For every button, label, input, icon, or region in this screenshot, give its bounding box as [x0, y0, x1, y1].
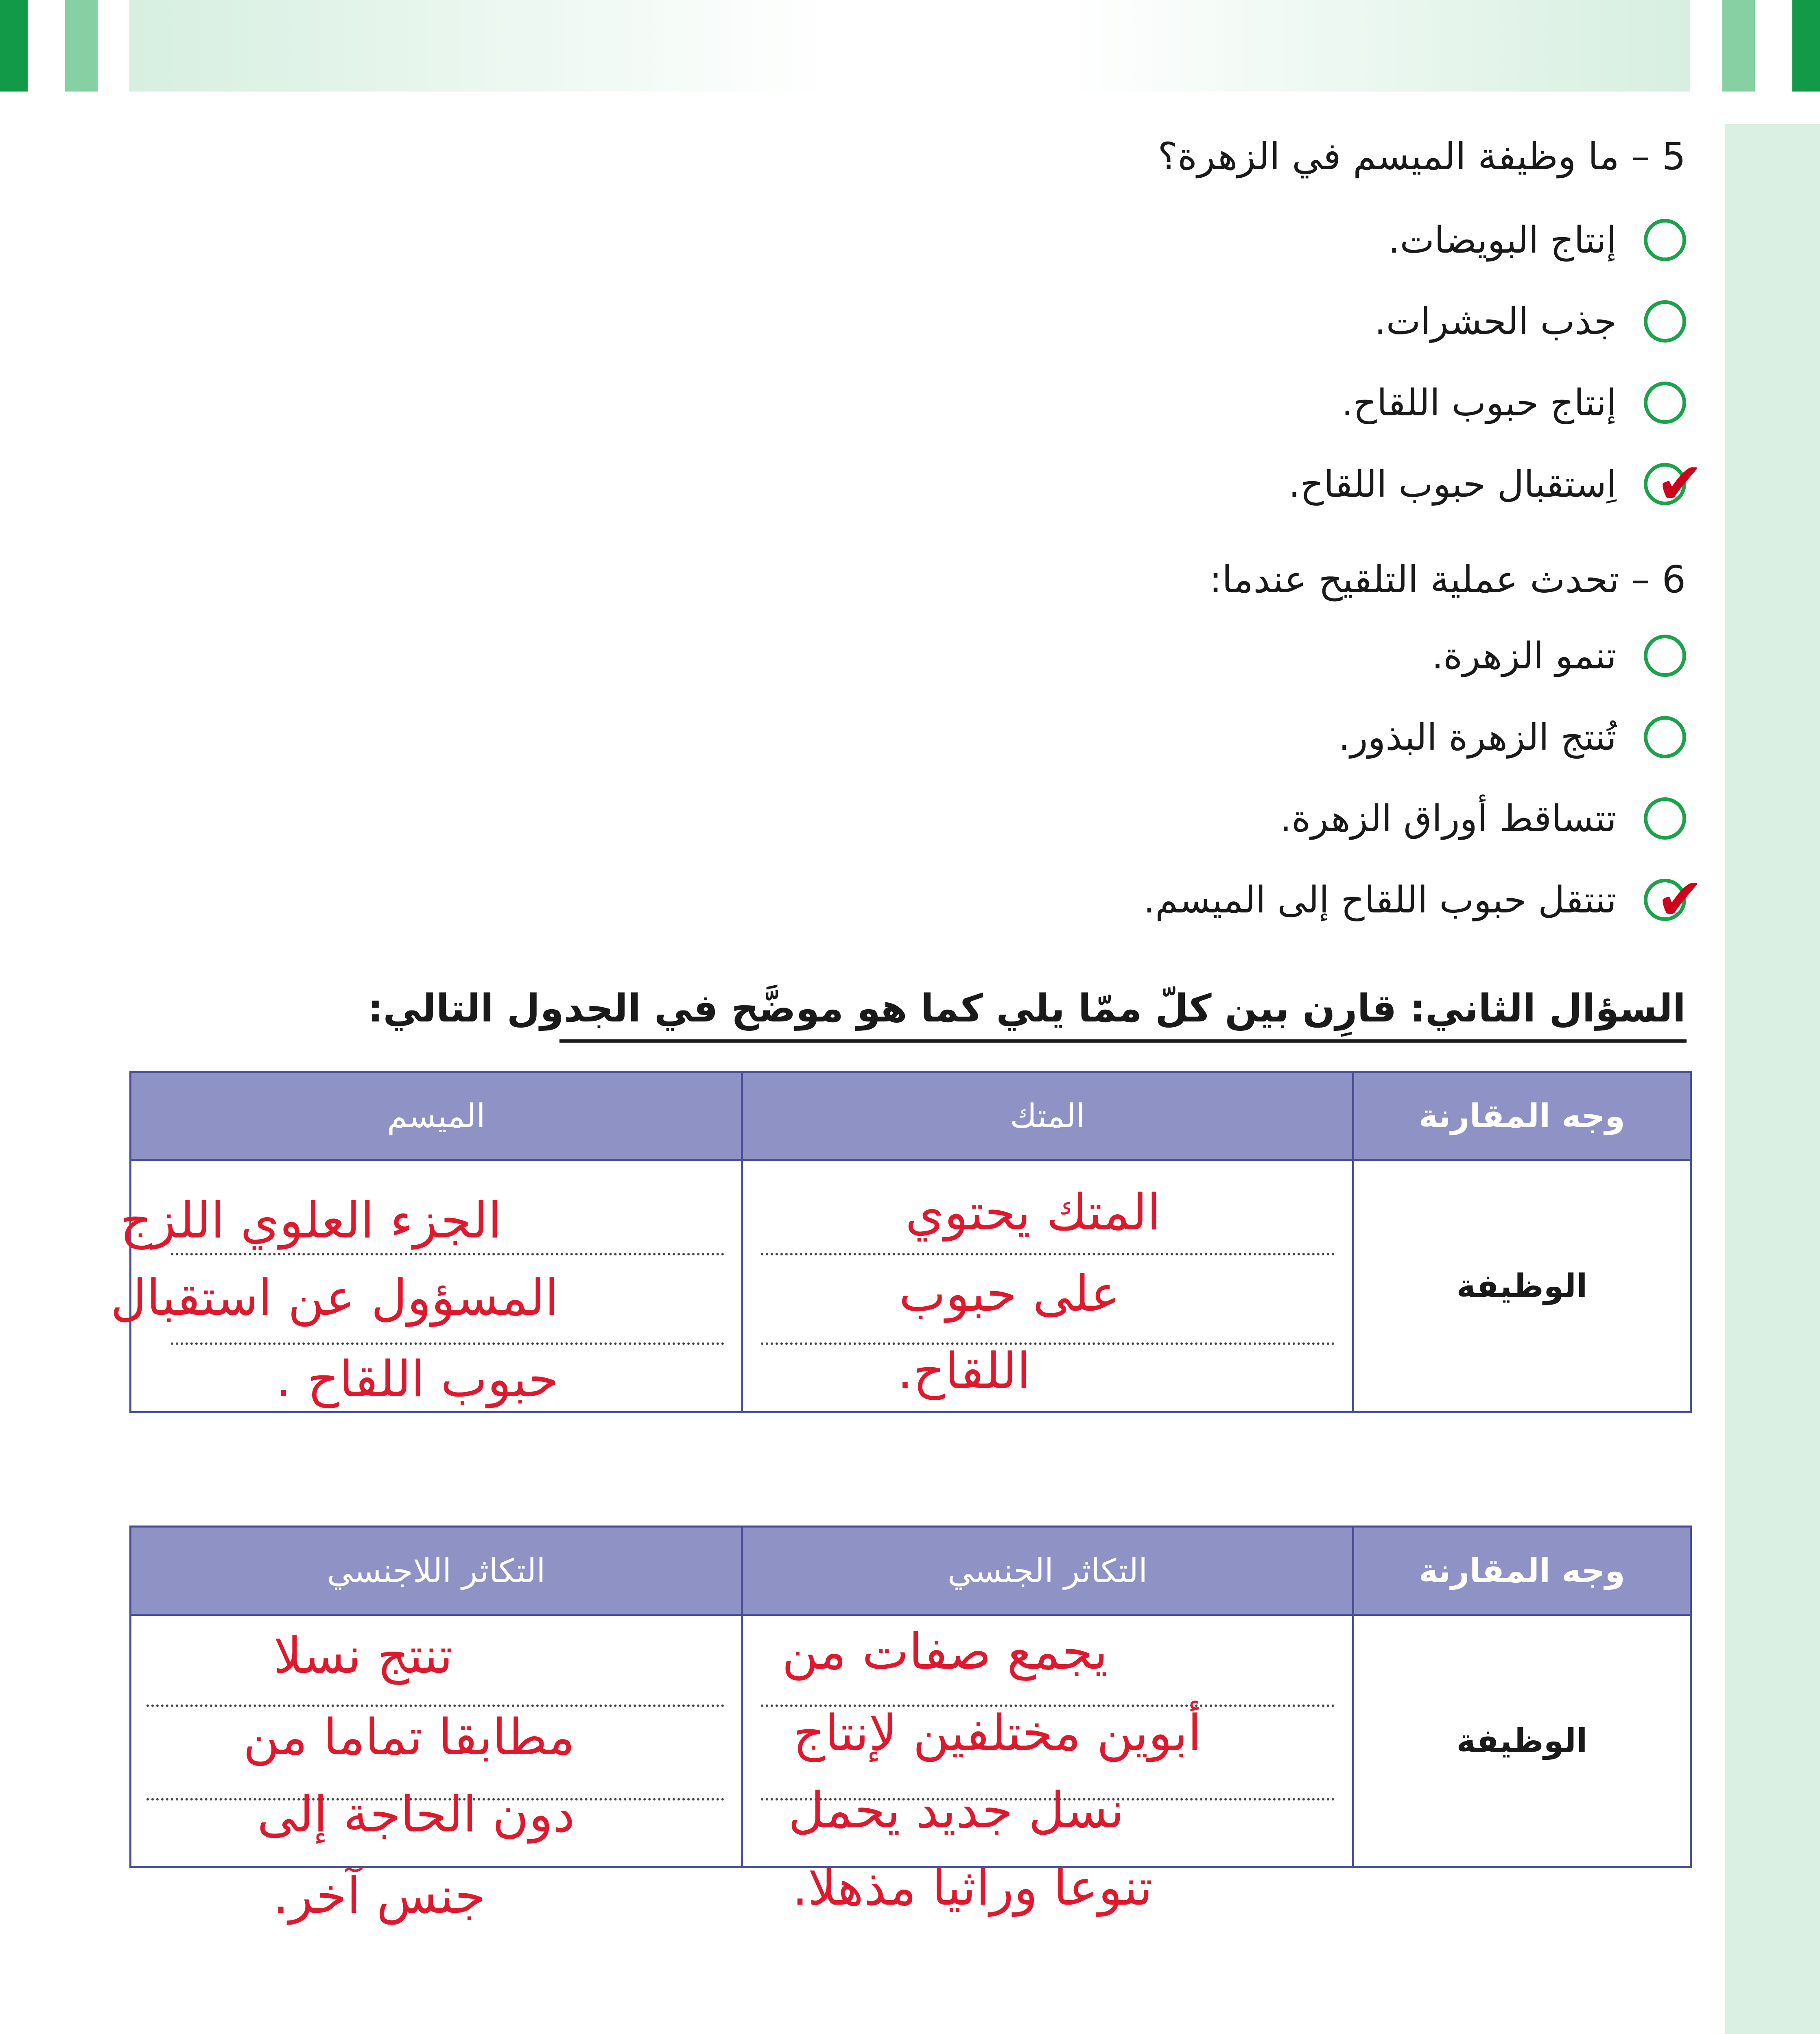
heading-underline [559, 1039, 1687, 1043]
option-label: تنتقل حبوب اللقاح إلى الميسم. [1143, 879, 1617, 921]
table-header-cell: وجه المقارنة [1353, 1527, 1691, 1615]
question-6-title: 6 – تحدث عملية التلقيح عندما: [1209, 558, 1686, 601]
header-bar-right-dark [1792, 0, 1820, 92]
check-mark-icon: ✔ [1656, 866, 1704, 933]
radio-option[interactable] [1644, 716, 1686, 758]
handwritten-answer: يجمع صفات من [782, 1623, 1108, 1680]
radio-option[interactable] [1644, 382, 1686, 424]
dotted-line [761, 1253, 1335, 1255]
handwritten-answer: الجزء العلوي اللزج [120, 1192, 502, 1249]
dotted-line [146, 1704, 724, 1707]
table-header-cell: المتك [742, 1072, 1353, 1160]
dotted-line [171, 1342, 724, 1345]
option-label: إنتاج حبوب اللقاح. [1342, 382, 1617, 424]
handwritten-answer: حبوب اللقاح . [275, 1350, 559, 1408]
side-margin-band [1725, 124, 1820, 2034]
option-label: جذب الحشرات. [1374, 300, 1617, 343]
handwritten-answer: على حبوب [899, 1265, 1120, 1323]
option-label: إنتاج البويضات. [1388, 219, 1617, 262]
handwritten-answer: تنوعا وراثيا مذهلا. [792, 1859, 1153, 1916]
option-label: تُنتج الزهرة البذور. [1338, 716, 1617, 759]
second-question-heading: السؤال الثاني: قارِن بين كلّ ممّا يلي كما هو موضَّح في الجدول التالي: [367, 986, 1686, 1031]
handwritten-answer: المسؤول عن استقبال [110, 1269, 559, 1327]
radio-option[interactable] [1644, 219, 1686, 261]
handwritten-answer: أبوين مختلفين لإنتاج [793, 1704, 1202, 1762]
table-header-cell: التكاثر اللاجنسي [131, 1527, 742, 1615]
header-bar-right-light [1722, 0, 1755, 92]
option-label: تنمو الزهرة. [1431, 635, 1617, 677]
handwritten-answer: تنتج نسلا [273, 1627, 453, 1685]
radio-option[interactable] [1644, 300, 1686, 343]
handwritten-answer: جنس آخر. [273, 1867, 485, 1925]
handwritten-answer: اللقاح. [897, 1342, 1031, 1400]
radio-option[interactable] [1644, 797, 1686, 840]
handwritten-answer: مطابقا تماما من [243, 1708, 575, 1766]
table-header-cell: الميسم [131, 1072, 742, 1160]
check-mark-icon: ✔ [1656, 451, 1704, 517]
row-label: الوظيفة [1353, 1615, 1691, 1867]
option-label: تتساقط أوراق الزهرة. [1280, 797, 1617, 840]
dotted-line [171, 1253, 724, 1255]
handwritten-answer: المتك يحتوي [905, 1183, 1161, 1241]
dotted-line [761, 1342, 1335, 1345]
handwritten-answer: نسل جديد يحمل [788, 1781, 1124, 1839]
header-bar-left-dark [0, 0, 28, 92]
header-band [129, 0, 1690, 92]
question-5-title: 5 – ما وظيفة الميسم في الزهرة؟ [1158, 135, 1686, 178]
table-header-cell: التكاثر الجنسي [742, 1527, 1353, 1615]
radio-option[interactable] [1644, 635, 1686, 677]
table-header-cell: وجه المقارنة [1353, 1072, 1691, 1160]
row-label: الوظيفة [1353, 1160, 1691, 1412]
handwritten-answer: دون الحاجة إلى [257, 1785, 575, 1843]
option-label: اِستقبال حبوب اللقاح. [1288, 463, 1617, 506]
header-bar-left-light [65, 0, 98, 92]
